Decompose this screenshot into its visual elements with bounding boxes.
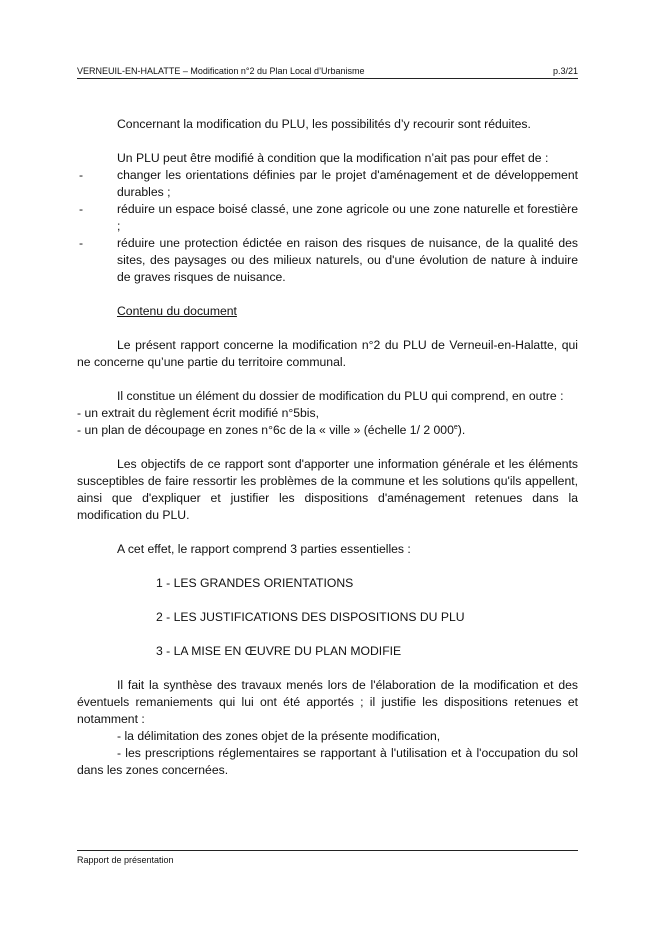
list-item: - réduire un espace boisé classé, une zone agricole ou une zone naturelle et forestière ; bbox=[77, 201, 578, 235]
list-item: - changer les orientations définies par le projet d'aménagement et de développement durables ; bbox=[77, 167, 578, 201]
document-body bbox=[77, 116, 578, 779]
page-number: p.3/21 bbox=[552, 66, 578, 76]
footer-rule bbox=[77, 850, 578, 851]
intro-paragraph: Concernant la modification du PLU, les possibilités d’y recourir sont réduites. bbox=[117, 117, 531, 131]
paragraph-scope: Le présent rapport concerne la modification n°2 du PLU de Verneuil-en-Halatte, qui ne concerne qu’une partie du territoire communal. bbox=[77, 338, 578, 369]
header-title: VERNEUIL-EN-HALATTE – Modification n°2 du Plan Local d’Urbanisme bbox=[77, 66, 365, 76]
header-rule bbox=[77, 78, 578, 79]
paragraph-parts-lead: A cet effet, le rapport comprend 3 parties essentielles : bbox=[117, 542, 411, 556]
part-1-title: 1 - LES GRANDES ORIENTATIONS bbox=[156, 576, 354, 590]
paragraph-synthesis: Il fait la synthèse des travaux menés lors de l'élaboration de la modification et des éventuels remaniements qui lui ont été apportés ; il justifie les dispositions retenues et notamment : bbox=[77, 678, 578, 726]
dossier-item-reglement: - un extrait du règlement écrit modifié n°5bis, bbox=[77, 406, 319, 420]
page-header bbox=[77, 66, 578, 77]
synthesis-item-delimitation: - la délimitation des zones objet de la présente modification, bbox=[117, 729, 441, 743]
conditions-list bbox=[77, 167, 578, 286]
page-footer: Rapport de présentation bbox=[77, 855, 174, 865]
section-title: Contenu du document bbox=[117, 304, 237, 318]
synthesis-item-prescriptions: - les prescriptions réglementaires se rapportant à l'utilisation et à l'occupation du sol dans les zones concernées. bbox=[77, 746, 578, 777]
dossier-item-plan: - un plan de découpage en zones n°6c de la « ville » (échelle 1/ 2 000e). bbox=[77, 423, 466, 437]
conditions-lead: Un PLU peut être modifié à condition que la modification n’ait pas pour effet de : bbox=[117, 151, 549, 165]
paragraph-objectives: Les objectifs de ce rapport sont d'apporter une information générale et les éléments susceptibles de faire ressortir les problèmes de la commune et les solutions qu'ils appellent, ainsi que d'expliquer et justifier les dispositions d'aménagement retenues dans la modification du PLU. bbox=[77, 457, 578, 522]
paragraph-dossier-lead: Il constitue un élément du dossier de modification du PLU qui comprend, en outre : bbox=[117, 389, 564, 403]
superscript-e: e bbox=[453, 423, 458, 431]
list-item: - réduire une protection édictée en raison des risques de nuisance, de la qualité des sites, des paysages ou des milieux naturels, ou d'une évolution de nature à induire de graves risques de nuisance. bbox=[77, 235, 578, 286]
part-3-title: 3 - LA MISE EN ŒUVRE DU PLAN MODIFIE bbox=[156, 644, 402, 658]
part-2-title: 2 - LES JUSTIFICATIONS DES DISPOSITIONS DU PLU bbox=[156, 610, 465, 624]
